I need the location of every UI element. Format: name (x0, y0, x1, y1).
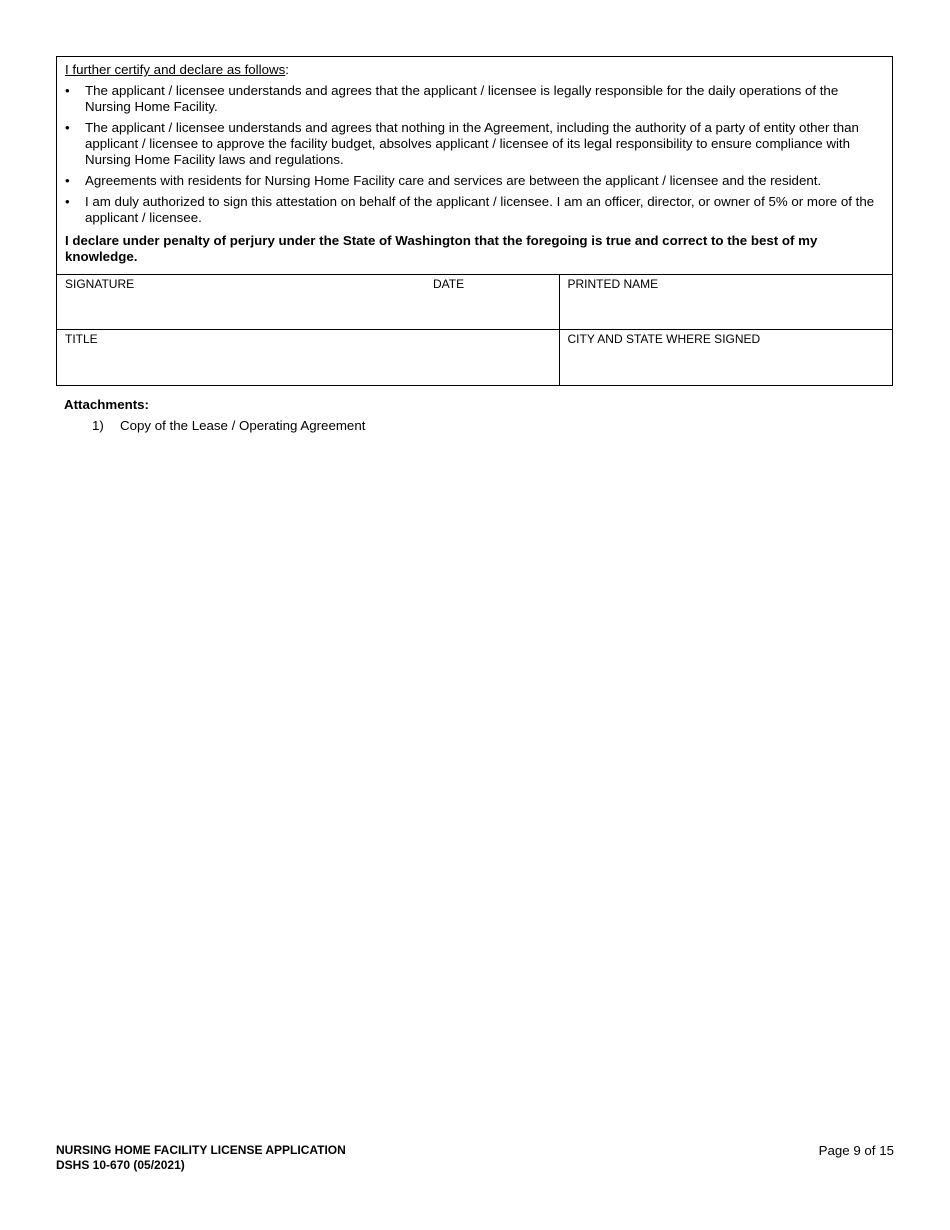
city-state-field[interactable] (559, 330, 892, 385)
footer-form-title: NURSING HOME FACILITY LICENSE APPLICATION (56, 1143, 346, 1157)
list-item (65, 173, 882, 189)
attachment-number: 1) (92, 418, 104, 433)
list-item-text: I am duly authorized to sign this attestation on behalf of the applicant / licensee. I am an officer, director, or owner of 5% or more of the applicant / licensee. (85, 194, 875, 225)
bullet-icon: • (65, 194, 70, 209)
certification-list (65, 83, 882, 226)
printed-name-field[interactable] (559, 275, 892, 330)
list-item (65, 194, 882, 226)
bullet-icon: • (65, 173, 70, 188)
certification-heading (65, 62, 882, 78)
signature-label: SIGNATURE (65, 277, 135, 291)
certification-heading-colon: : (285, 62, 289, 77)
city-state-label: CITY AND STATE WHERE SIGNED (567, 332, 761, 346)
list-item-text: Agreements with residents for Nursing Home Facility care and services are between the applicant / licensee and the resident. (85, 173, 822, 188)
signature-field[interactable] (57, 275, 559, 330)
list-item-text: The applicant / licensee understands and agrees that the applicant / licensee is legally responsible for the daily operations of the Nursing Home Facility. (85, 83, 839, 114)
footer-form-info (56, 1143, 346, 1173)
bullet-icon: • (65, 83, 70, 98)
footer-form-number: DSHS 10-670 (05/2021) (56, 1158, 185, 1172)
date-label: DATE (433, 277, 465, 291)
printed-name-label: PRINTED NAME (567, 277, 659, 291)
list-item-text: The applicant / licensee understands and agrees that nothing in the Agreement, including the authority of a party of entity other than applicant / licensee to approve the facility budget, absolves applicant / licensee of its legal responsibility to ensure compliance with Nursing Home Facility laws and regulations. (85, 120, 859, 167)
certification-box (56, 56, 893, 386)
perjury-declaration: I declare under penalty of perjury under the State of Washington that the foregoing is true and correct to the best of my knowledge. (65, 233, 818, 264)
certification-text (57, 57, 892, 274)
attachments-title: Attachments: (64, 397, 149, 412)
page-number: Page 9 of 15 (818, 1143, 894, 1158)
list-item (65, 120, 882, 168)
list-item (65, 83, 882, 115)
bullet-icon: • (65, 120, 70, 135)
attachments-section (64, 397, 365, 434)
title-field[interactable] (57, 330, 559, 385)
certification-heading-text: I further certify and declare as follows (65, 62, 286, 77)
signature-table (57, 274, 892, 385)
attachment-item (64, 418, 365, 434)
attachment-label: Copy of the Lease / Operating Agreement (120, 418, 366, 433)
title-label: TITLE (65, 332, 98, 346)
